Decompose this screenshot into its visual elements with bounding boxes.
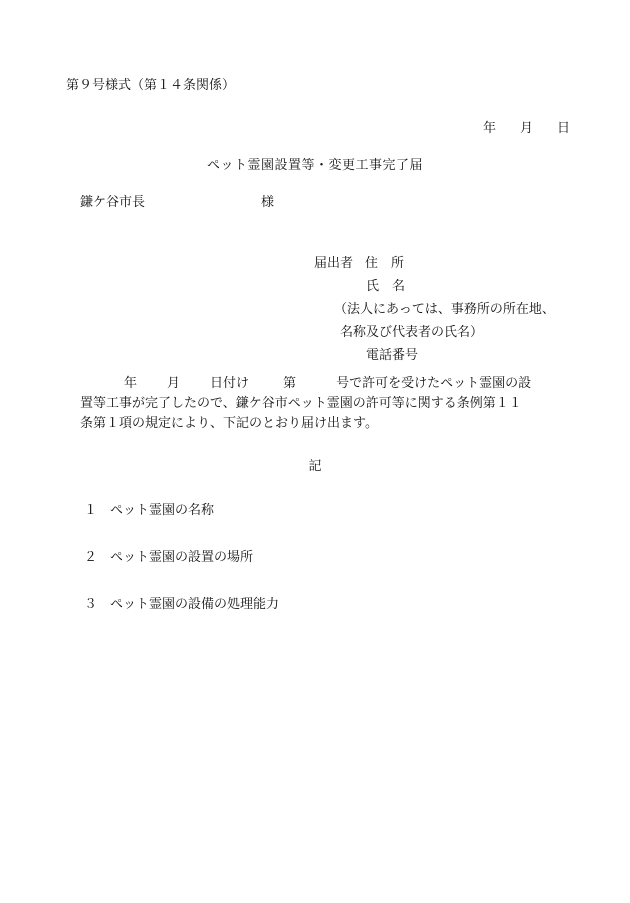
- notifier-address-line: [314, 252, 555, 275]
- body-dai-label: 第: [283, 376, 297, 391]
- notifier-address-label: 住 所: [365, 256, 405, 271]
- notifier-block: [314, 252, 555, 367]
- date-line: [483, 122, 570, 135]
- date-year-label: 年: [482, 121, 496, 136]
- form-number: 第９号様式（第１４条関係）: [66, 78, 236, 93]
- item-label: ペット霊園の名称: [110, 503, 215, 518]
- body-line-1: [80, 374, 580, 394]
- list-item: [84, 598, 279, 611]
- body-day-label: 日付け: [210, 376, 250, 391]
- notifier-label: 届出者: [314, 256, 354, 271]
- date-day-label: 日: [556, 121, 570, 136]
- body-month-label: 月: [167, 376, 181, 391]
- body-year-label: 年: [124, 376, 138, 391]
- body-line-2: 置等工事が完了したので、鎌ケ谷市ペット霊園の許可等に関する条例第１１: [80, 396, 522, 411]
- list-item: [84, 551, 253, 564]
- ki-heading: 記: [308, 459, 322, 474]
- document-title: ペット霊園設置等・変更工事完了届: [206, 158, 423, 173]
- notifier-note-line2: 名称及び代表者の氏名）: [340, 325, 484, 340]
- addressee-name: 鎌ケ谷市長: [80, 195, 146, 210]
- notifier-name-label: 氏 名: [366, 279, 406, 294]
- notifier-note-line1: （法人にあっては、事務所の所在地、: [334, 302, 555, 317]
- item-label: ペット霊園の設備の処理能力: [110, 597, 280, 612]
- list-item: [84, 504, 214, 517]
- notifier-phone-label: 電話番号: [366, 348, 419, 363]
- addressee: [80, 196, 274, 209]
- addressee-honorific: 様: [261, 195, 275, 210]
- item-label: ペット霊園の設置の場所: [110, 550, 254, 565]
- item-number: １: [84, 503, 98, 518]
- body-line-1-rest: 号で許可を受けたペット霊園の設: [336, 376, 532, 391]
- item-number: ２: [84, 550, 98, 565]
- item-number: ３: [84, 597, 98, 612]
- body-paragraph: [80, 374, 580, 434]
- date-month-label: 月: [519, 121, 533, 136]
- body-line-3: 条第１項の規定により、下記のとおり届け出ます。: [80, 416, 378, 431]
